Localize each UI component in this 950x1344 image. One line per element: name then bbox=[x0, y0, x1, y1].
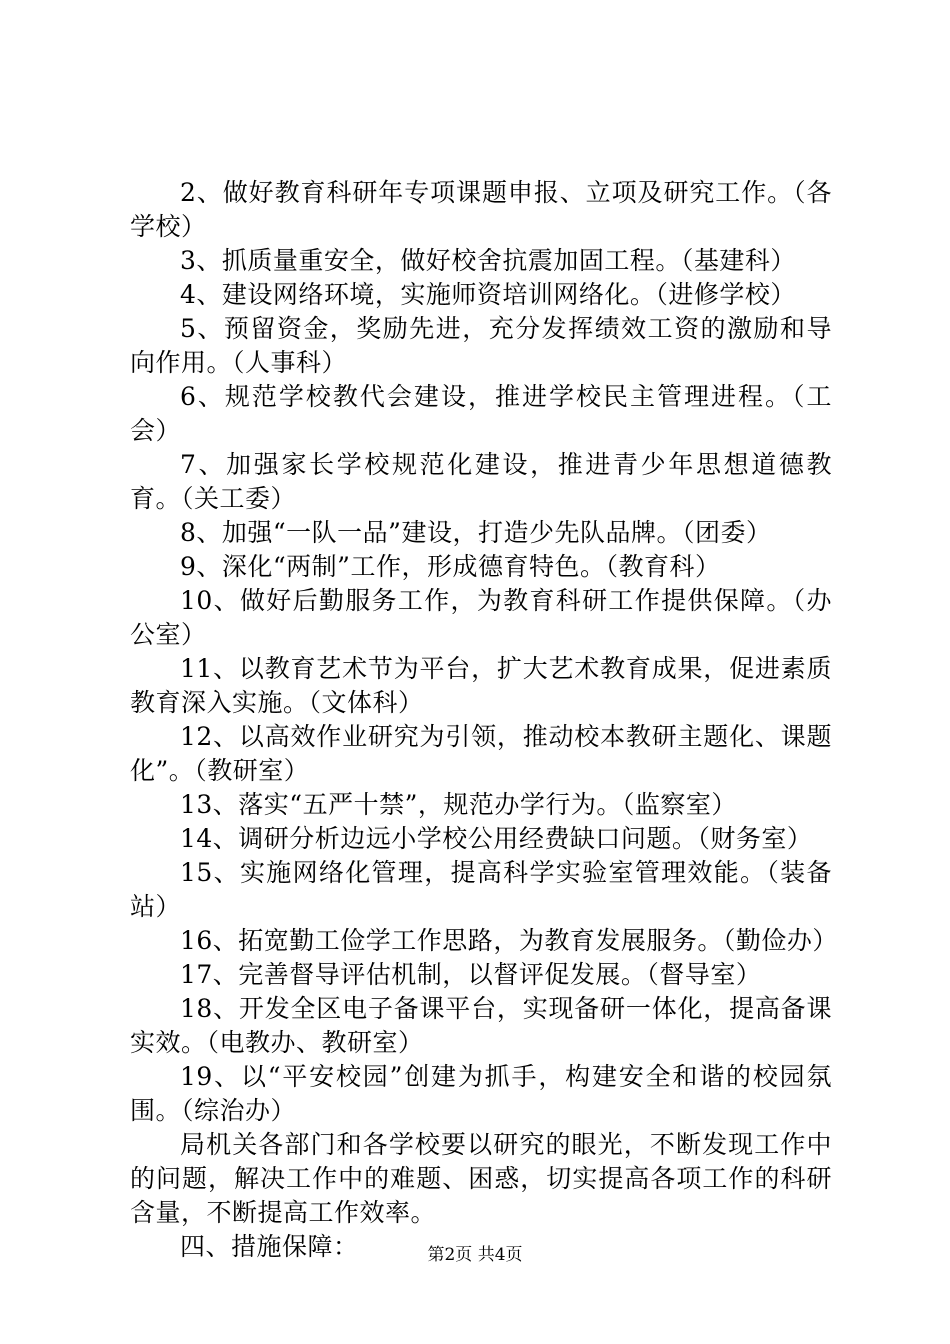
paragraph-item-13: 13、落实“五严十禁”，规范办学行为。（监察室） bbox=[180, 790, 737, 819]
paragraph-item-12: 12、以高效作业研究为引领，推动校本教研主题化、课题化”。（教研室） bbox=[130, 722, 832, 785]
paragraph-item-14: 14、调研分析边远小学校公用经费缺口问题。（财务室） bbox=[180, 824, 813, 853]
paragraph-item-5: 5、预留资金，奖励先进，充分发挥绩效工资的激励和导向作用。（人事科） bbox=[130, 314, 832, 377]
paragraph-item-16: 16、拓宽勤工俭学工作思路，为教育发展服务。（勤俭办） bbox=[180, 926, 838, 955]
paragraph-item-7: 7、加强家长学校规范化建设，推进青少年思想道德教育。（关工委） bbox=[130, 450, 832, 513]
summary-paragraph: 局机关各部门和各学校要以研究的眼光，不断发现工作中的问题，解决工作中的难题、困惑，切实提高各项工作的科研含量，不断提高工作效率。 bbox=[130, 1130, 832, 1227]
paragraph-item-4: 4、建设网络环境，实施师资培训网络化。（进修学校） bbox=[180, 280, 796, 309]
paragraph-item-17: 17、完善督导评估机制，以督评促发展。（督导室） bbox=[180, 960, 762, 989]
section-heading: 四、措施保障： bbox=[180, 1232, 359, 1261]
paragraph-item-6: 6、规范学校教代会建设，推进学校民主管理进程。（工会） bbox=[130, 382, 832, 445]
page-footer bbox=[0, 1244, 950, 1266]
paragraph-item-10: 10、做好后勤服务工作，为教育科研工作提供保障。（办公室） bbox=[130, 586, 832, 649]
paragraph-item-3: 3、抓质量重安全，做好校舍抗震加固工程。（基建科） bbox=[180, 246, 796, 275]
page-number-label: 第2页 共4页 bbox=[427, 1245, 523, 1265]
paragraph-item-2: 2、做好教育科研年专项课题申报、立项及研究工作。（各学校） bbox=[130, 178, 832, 241]
paragraph-item-19: 19、以“平安校园”创建为抓手，构建安全和谐的校园氛围。（综治办） bbox=[130, 1062, 832, 1125]
paragraph-item-11: 11、以教育艺术节为平台，扩大艺术教育成果，促进素质教育深入实施。（文体科） bbox=[130, 654, 832, 717]
paragraph-item-15: 15、实施网络化管理，提高科学实验室管理效能。（装备站） bbox=[130, 858, 832, 921]
paragraph-item-8: 8、加强“一队一品”建设，打造少先队品牌。（团委） bbox=[180, 518, 772, 547]
paragraph-item-9: 9、深化“两制”工作，形成德育特色。（教育科） bbox=[180, 552, 721, 581]
document-body bbox=[130, 176, 838, 1264]
paragraph-item-18: 18、开发全区电子备课平台，实现备研一体化，提高备课实效。（电教办、教研室） bbox=[130, 994, 832, 1057]
